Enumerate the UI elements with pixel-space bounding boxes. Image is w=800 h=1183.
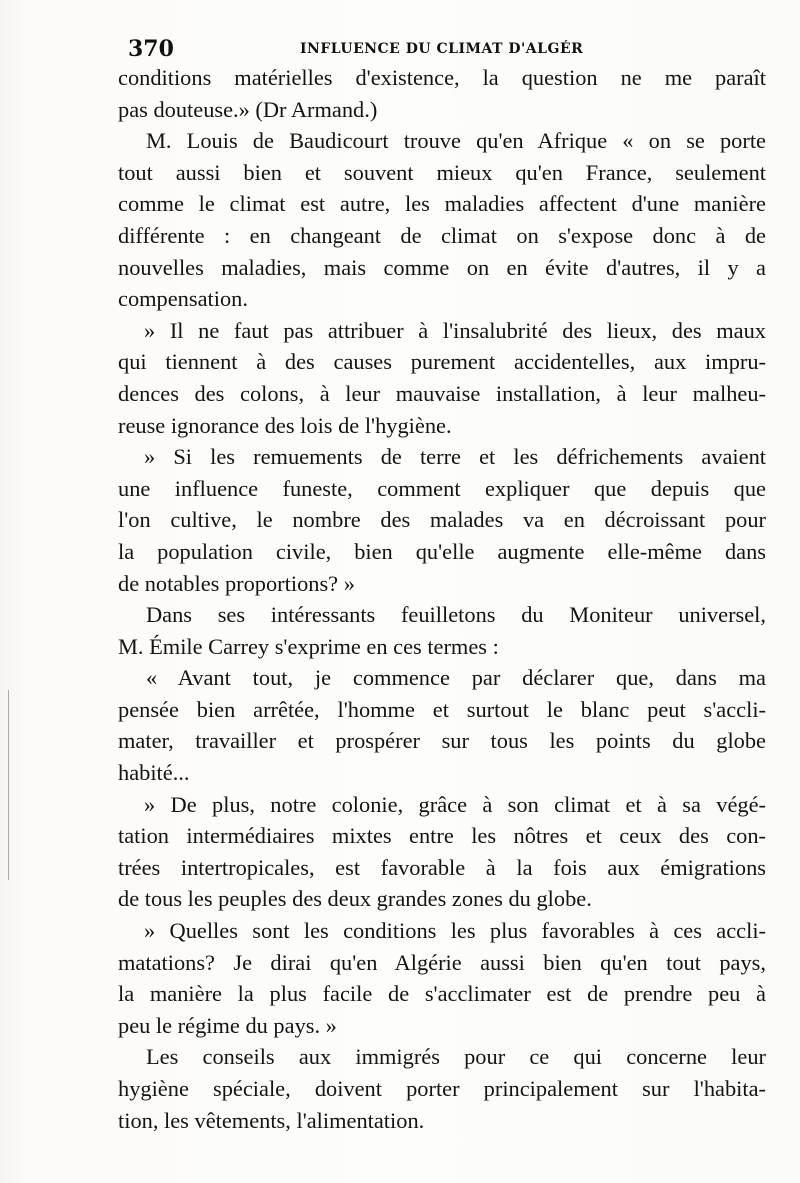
text-line: M. Émile Carrey s'exprime en ces termes : bbox=[118, 633, 499, 659]
text-line: » Il ne faut pas attribuer à l'insalubrité des lieux, des maux bbox=[144, 317, 766, 343]
text-line: qui tiennent à des causes purement accidentelles, aux impru- bbox=[118, 349, 766, 375]
text-line: peu le régime du pays. » bbox=[118, 1012, 337, 1038]
text-line: de notables proportions? » bbox=[118, 570, 355, 596]
text-line: la manière la plus facile de s'acclimater est de prendre peu à bbox=[118, 981, 766, 1007]
page-number: 370 bbox=[128, 36, 174, 62]
text-line: » De plus, notre colonie, grâce à son climat et à sa végé- bbox=[144, 791, 766, 817]
text-line: compensation. bbox=[118, 286, 248, 312]
text-line: reuse ignorance des lois de l'hygiène. bbox=[118, 412, 452, 438]
text-line: différente : en changeant de climat on s'expose donc à de bbox=[118, 222, 766, 248]
text-line: la population civile, bien qu'elle augmente elle-même dans bbox=[118, 538, 766, 564]
text-line: « Avant tout, je commence par déclarer que, dans ma bbox=[146, 665, 766, 691]
text-line: M. Louis de Baudicourt trouve qu'en Afrique « on se porte bbox=[146, 128, 766, 154]
text-line: comme le climat est autre, les maladies affectent d'une manière bbox=[118, 191, 766, 217]
page-edge-shadow bbox=[8, 690, 9, 880]
body-text bbox=[118, 62, 766, 1136]
text-line: l'on cultive, le nombre des malades va en décroissant pour bbox=[118, 507, 766, 533]
text-line: matations? Je dirai qu'en Algérie aussi bien qu'en tout pays, bbox=[118, 949, 766, 975]
text-line: pensée bien arrêtée, l'homme et surtout le blanc peut s'accli- bbox=[118, 696, 766, 722]
text-line: pas douteuse.» (Dr Armand.) bbox=[118, 96, 378, 122]
text-line: hygiène spéciale, doivent porter principalement sur l'habita- bbox=[118, 1076, 766, 1101]
text-line: mater, travailler et prospérer sur tous les points du globe bbox=[118, 728, 766, 754]
text-line: conditions matérielles d'existence, la question ne me paraît bbox=[118, 65, 766, 90]
text-line bbox=[118, 599, 766, 631]
text-line: habité... bbox=[118, 760, 190, 786]
text-line: dences des colons, à leur mauvaise installation, à leur malheu- bbox=[118, 380, 766, 406]
text-line: nouvelles maladies, mais comme on en évite d'autres, il y a bbox=[118, 254, 766, 280]
text-line: tion, les vêtements, l'alimentation. bbox=[118, 1107, 425, 1133]
text-line: une influence funeste, comment expliquer que depuis que bbox=[118, 475, 766, 501]
running-title: INFLUENCE DU CLIMAT D'ALGÉR bbox=[300, 41, 584, 57]
text-fragment: Dans ses intéressants feuilletons du Moniteur universel, bbox=[146, 602, 766, 628]
text-line: tation intermédiaires mixtes entre les nôtres et ceux des con- bbox=[118, 823, 766, 849]
text-line: trées intertropicales, est favorable à la fois aux émigrations bbox=[118, 854, 766, 880]
text-line: tout aussi bien et souvent mieux qu'en France, seulement bbox=[118, 159, 766, 185]
text-line: de tous les peuples des deux grandes zones du globe. bbox=[118, 886, 592, 912]
page-header bbox=[0, 36, 800, 64]
text-line: » Si les remuements de terre et les défrichements avaient bbox=[144, 444, 766, 470]
text-line: » Quelles sont les conditions les plus favorables à ces accli- bbox=[144, 918, 766, 944]
text-line: Les conseils aux immigrés pour ce qui concerne leur bbox=[146, 1044, 766, 1070]
